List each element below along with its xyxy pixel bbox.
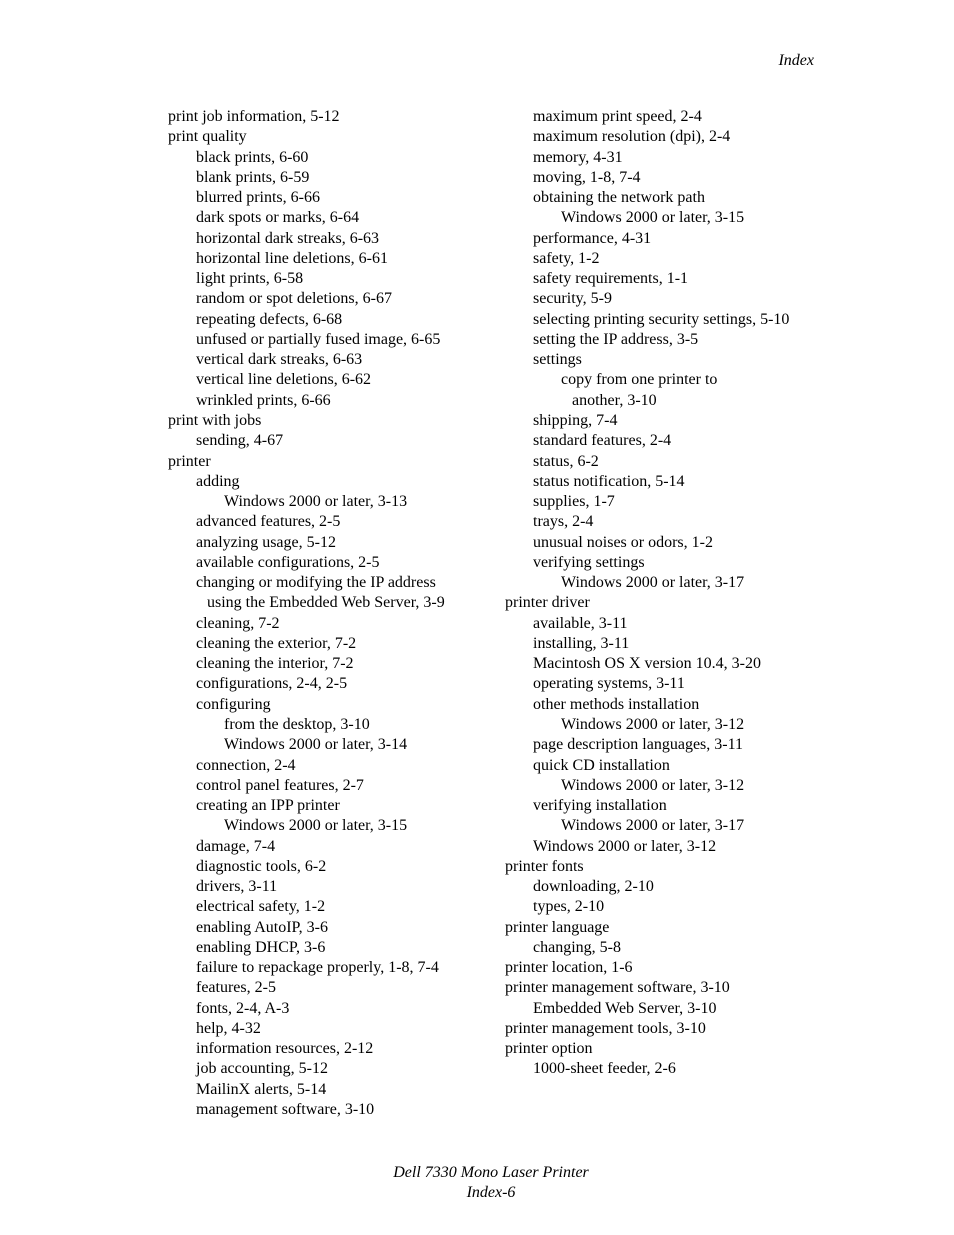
- index-entry: printer option: [505, 1040, 593, 1058]
- index-entry: printer location, 1-6: [505, 959, 633, 977]
- index-entry: horizontal line deletions, 6-61: [196, 249, 388, 267]
- index-entry: control panel features, 2-7: [196, 776, 364, 794]
- index-entry: security, 5-9: [533, 290, 612, 308]
- index-entry: print with jobs: [168, 411, 262, 429]
- index-entry: available configurations, 2-5: [196, 553, 380, 571]
- index-entry: installing, 3-11: [533, 634, 630, 652]
- index-entry: configuring: [196, 695, 271, 713]
- index-entry: job accounting, 5-12: [196, 1060, 328, 1078]
- index-entry: creating an IPP printer: [196, 797, 340, 815]
- index-column-right: [505, 107, 825, 1080]
- index-entry: verifying installation: [533, 797, 667, 815]
- index-entry: Embedded Web Server, 3-10: [533, 999, 717, 1017]
- index-entry: print job information, 5-12: [168, 108, 340, 125]
- index-entry: management software, 3-10: [196, 1101, 375, 1119]
- footer-page-number: Index-6: [466, 1184, 516, 1201]
- index-entry: maximum print speed, 2-4: [533, 108, 702, 125]
- index-entry: vertical dark streaks, 6-63: [196, 351, 363, 369]
- index-entry: another, 3-10: [572, 391, 657, 409]
- index-entry: configurations, 2-4, 2-5: [196, 675, 348, 693]
- index-entry: cleaning, 7-2: [196, 614, 280, 632]
- index-entry: failure to repackage properly, 1-8, 7-4: [196, 959, 439, 977]
- index-entry: dark spots or marks, 6-64: [196, 209, 360, 227]
- index-entry: blank prints, 6-59: [196, 168, 310, 186]
- index-entry: enabling DHCP, 3-6: [196, 938, 326, 956]
- index-entry: printer management tools, 3-10: [505, 1019, 706, 1037]
- index-entry: verifying settings: [533, 553, 645, 571]
- index-entry: changing or modifying the IP address: [196, 574, 436, 592]
- index-entry: Windows 2000 or later, 3-12: [533, 837, 717, 855]
- index-entry: diagnostic tools, 6-2: [196, 857, 327, 875]
- index-entry: memory, 4-31: [533, 148, 623, 166]
- page-footer: [0, 1163, 954, 1203]
- index-entry: MailinX alerts, 5-14: [196, 1080, 327, 1098]
- index-entry: Windows 2000 or later, 3-15: [561, 209, 745, 227]
- index-entry: features, 2-5: [196, 979, 276, 997]
- index-entry: vertical line deletions, 6-62: [196, 371, 372, 389]
- index-entry: status notification, 5-14: [533, 472, 685, 490]
- index-entry: from the desktop, 3-10: [224, 715, 370, 733]
- index-entry: available, 3-11: [533, 614, 628, 632]
- index-entry: printer fonts: [505, 857, 584, 875]
- index-entry: light prints, 6-58: [196, 270, 304, 288]
- index-entry: using the Embedded Web Server, 3-9: [207, 594, 445, 612]
- index-entry: information resources, 2-12: [196, 1040, 374, 1058]
- index-entry: advanced features, 2-5: [196, 513, 341, 531]
- index-entry: electrical safety, 1-2: [196, 898, 326, 916]
- index-entry: supplies, 1-7: [533, 493, 615, 511]
- index-entry: fonts, 2-4, A-3: [196, 999, 290, 1017]
- index-entry: operating systems, 3-11: [533, 675, 685, 693]
- index-entry: sending, 4-67: [196, 432, 284, 450]
- footer-product-name: Dell 7330 Mono Laser Printer: [393, 1164, 589, 1181]
- index-entry: maximum resolution (dpi), 2-4: [533, 128, 731, 146]
- index-entry: cleaning the exterior, 7-2: [196, 634, 357, 652]
- index-entry: wrinkled prints, 6-66: [196, 391, 331, 409]
- index-entry: Windows 2000 or later, 3-12: [561, 776, 745, 794]
- index-entry: Windows 2000 or later, 3-12: [561, 715, 745, 733]
- index-entry: cleaning the interior, 7-2: [196, 655, 354, 673]
- index-entry: types, 2-10: [533, 898, 605, 916]
- index-entry: selecting printing security settings, 5-10: [533, 310, 790, 328]
- index-entry: adding: [196, 472, 240, 490]
- index-entry: shipping, 7-4: [533, 411, 618, 429]
- running-header: Index: [778, 52, 814, 69]
- index-entry: analyzing usage, 5-12: [196, 533, 336, 551]
- index-column-left: [168, 107, 498, 1120]
- index-entry: moving, 1-8, 7-4: [533, 168, 641, 186]
- index-entry: printer: [168, 452, 211, 470]
- index-entry: printer management software, 3-10: [505, 979, 730, 997]
- index-entry: 1000-sheet feeder, 2-6: [533, 1060, 676, 1078]
- index-entry: print quality: [168, 128, 247, 146]
- index-entry: damage, 7-4: [196, 837, 276, 855]
- index-entry: safety, 1-2: [533, 249, 600, 267]
- index-entry: unfused or partially fused image, 6-65: [196, 330, 441, 348]
- index-entry: unusual noises or odors, 1-2: [533, 533, 713, 551]
- index-entry: setting the IP address, 3-5: [533, 330, 699, 348]
- index-entry: quick CD installation: [533, 756, 670, 774]
- index-entry: page description languages, 3-11: [533, 736, 744, 754]
- index-entry: performance, 4-31: [533, 229, 652, 247]
- index-entry: other methods installation: [533, 695, 700, 713]
- index-entry: changing, 5-8: [533, 938, 621, 956]
- index-entry: downloading, 2-10: [533, 878, 654, 896]
- index-entry: safety requirements, 1-1: [533, 270, 689, 288]
- index-entry: copy from one printer to: [561, 371, 718, 389]
- index-entry: Windows 2000 or later, 3-13: [224, 493, 408, 511]
- index-entry: printer language: [505, 918, 610, 936]
- index-entry: blurred prints, 6-66: [196, 189, 320, 207]
- index-entry: settings: [533, 351, 582, 369]
- index-entry: Windows 2000 or later, 3-17: [561, 574, 745, 592]
- index-entry: trays, 2-4: [533, 513, 594, 531]
- index-entry: random or spot deletions, 6-67: [196, 290, 392, 308]
- index-entry: Windows 2000 or later, 3-17: [561, 817, 745, 835]
- index-entry: repeating defects, 6-68: [196, 310, 343, 328]
- index-entry: standard features, 2-4: [533, 432, 672, 450]
- index-entry: black prints, 6-60: [196, 148, 309, 166]
- index-entry: Windows 2000 or later, 3-15: [224, 817, 408, 835]
- index-entry: printer driver: [505, 594, 590, 612]
- index-entry: enabling AutoIP, 3-6: [196, 918, 328, 936]
- index-entry: status, 6-2: [533, 452, 599, 470]
- index-entry: Windows 2000 or later, 3-14: [224, 736, 408, 754]
- index-entry: connection, 2-4: [196, 756, 296, 774]
- index-entry: obtaining the network path: [533, 189, 705, 207]
- index-entry: drivers, 3-11: [196, 878, 278, 896]
- index-entry: horizontal dark streaks, 6-63: [196, 229, 380, 247]
- index-entry: help, 4-32: [196, 1019, 261, 1037]
- index-entry: Macintosh OS X version 10.4, 3-20: [533, 655, 761, 673]
